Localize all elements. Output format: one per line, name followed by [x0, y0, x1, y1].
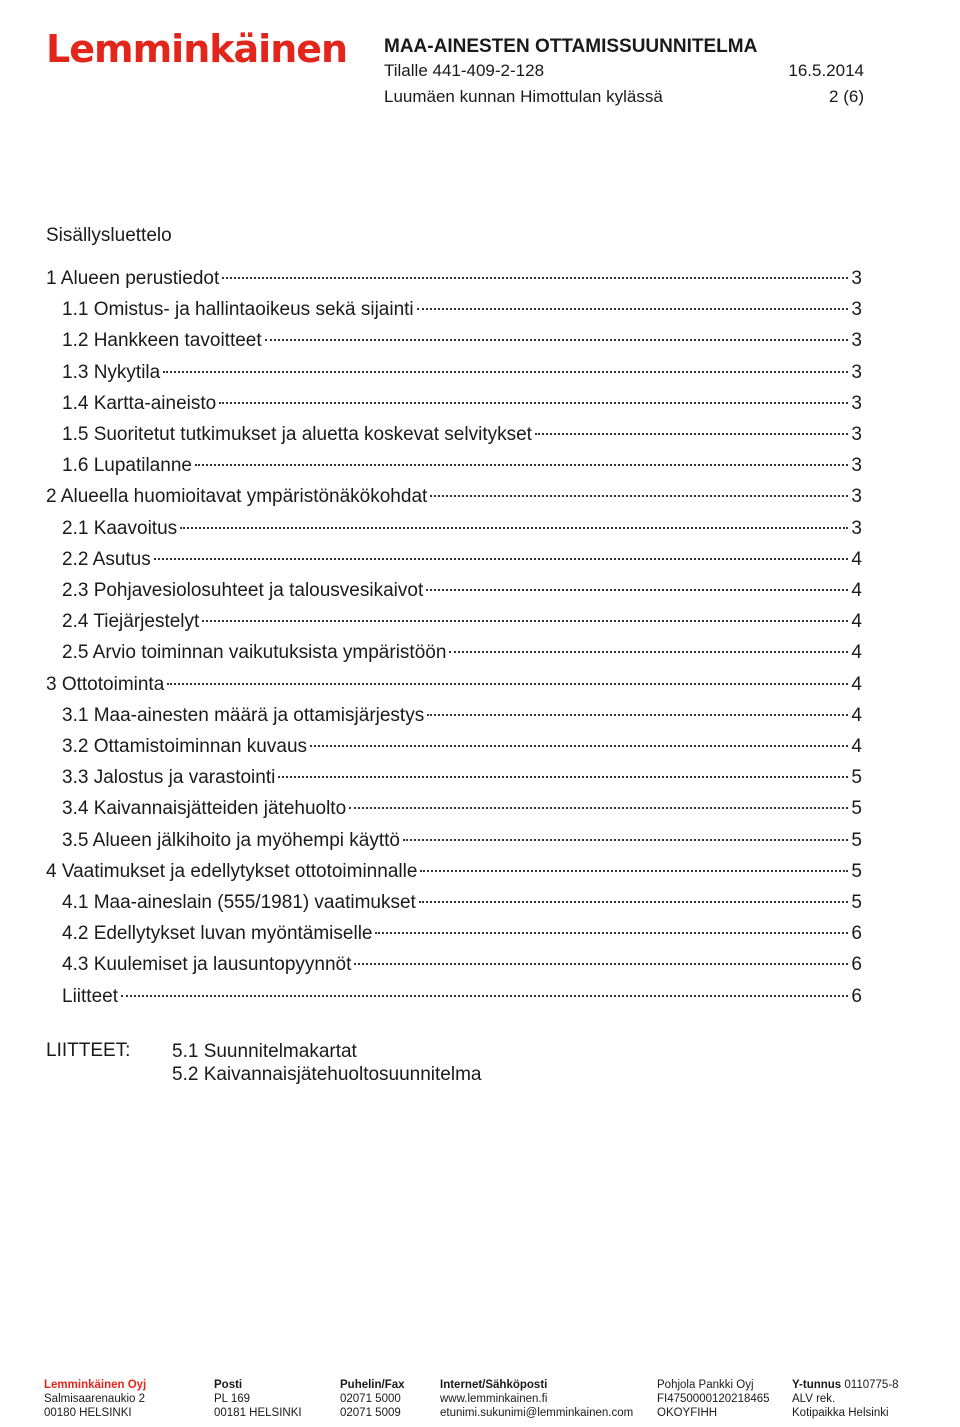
location: Luumäen kunnan Himottulan kylässä [384, 87, 663, 106]
toc-entry-page: 3 [851, 299, 862, 321]
toc-entry-page: 3 [851, 517, 862, 539]
toc-entry-page: 4 [851, 642, 862, 664]
toc-dot-leader [349, 807, 848, 809]
toc-entry-title: 4.1 Maa-aineslain (555/1981) vaatimukset [62, 892, 416, 913]
footer-business-id-label: Y-tunnus [792, 1379, 842, 1391]
toc-entry [62, 297, 862, 323]
toc-entry-page: 4 [851, 611, 862, 633]
toc-dot-leader [427, 714, 848, 716]
toc-entry-page: 3 [851, 455, 862, 477]
toc-entry [46, 484, 862, 510]
footer-bank [657, 1378, 770, 1420]
toc-entry-page: 3 [851, 361, 862, 383]
toc-entry-title: 3.3 Jalostus ja varastointi [62, 767, 276, 789]
attachments-label: LIITTEET: [46, 1040, 131, 1061]
toc-entry-title: Liitteet [62, 985, 118, 1007]
footer-fax-number: 02071 5009 [340, 1407, 401, 1419]
toc-entry [62, 360, 862, 386]
toc-entry-page: 3 [851, 330, 862, 352]
header-line-2 [384, 87, 864, 107]
footer-internet [440, 1378, 633, 1420]
toc-entry-title: 2.5 Arvio toiminnan vaikutuksista ympäristöön [62, 642, 447, 664]
toc-heading: Sisällysluettelo [46, 225, 172, 246]
attachments-list [172, 1040, 482, 1086]
toc-dot-leader [154, 558, 849, 560]
toc-entry-title: 4.3 Kuulemiset ja lausuntopyynnöt [62, 954, 352, 976]
toc-entry [62, 516, 862, 542]
toc-entry [62, 765, 862, 791]
toc-entry-page: 5 [851, 829, 862, 851]
toc-dot-leader [310, 745, 848, 747]
attachment-item: 5.1 Suunnitelmakartat [172, 1041, 357, 1062]
toc-entry-page: 4 [851, 704, 862, 726]
footer-business-id [792, 1378, 899, 1420]
footer-city: 00180 HELSINKI [44, 1407, 132, 1419]
toc-entry-title: 1.1 Omistus- ja hallintaoikeus sekä sijainti [62, 299, 414, 321]
toc-entry-page: 4 [851, 548, 862, 570]
footer-company-name: Lemminkäinen Oyj [44, 1379, 147, 1391]
toc-entry [62, 921, 862, 947]
document-title: MAA-AINESTEN OTTAMISSUUNNITELMA [384, 36, 758, 57]
toc-entry [62, 952, 862, 978]
toc-entry [62, 796, 862, 822]
toc-dot-leader [449, 651, 848, 653]
toc-dot-leader [403, 839, 848, 841]
toc-dot-leader [202, 620, 848, 622]
page-number: 2 (6) [829, 87, 864, 106]
toc-dot-leader [265, 339, 849, 341]
footer-post-label: Posti [214, 1379, 243, 1391]
toc-entry-page: 3 [851, 486, 862, 508]
footer-bic: OKOYFIHH [657, 1407, 718, 1419]
toc-dot-leader [222, 277, 848, 279]
toc-entry-page: 4 [851, 673, 862, 695]
toc-dot-leader [180, 527, 848, 529]
toc-entry [62, 703, 862, 729]
footer-website: www.lemminkainen.fi [440, 1393, 548, 1405]
toc-entry [62, 578, 862, 604]
toc-dot-leader [535, 433, 848, 435]
toc-entry [46, 266, 862, 292]
toc-entry [62, 391, 862, 417]
toc-entry-title: 3.5 Alueen jälkihoito ja myöhempi käyttö [62, 829, 400, 851]
footer-business-id-value: 0110775-8 [844, 1379, 899, 1391]
toc-entry [62, 328, 862, 354]
toc-entry-title: 1 Alueen perustiedot [46, 268, 220, 289]
toc-entry-title: 3.2 Ottamistoiminnan kuvaus [62, 736, 308, 757]
toc-entry-title: 3.1 Maa-ainesten määrä ja ottamisjärjestys [62, 704, 425, 726]
toc-entry-title: 1.4 Kartta-aineisto [62, 392, 217, 414]
toc-entry [62, 984, 862, 1010]
footer-phone [340, 1378, 405, 1420]
toc-dot-leader [426, 589, 848, 591]
toc-dot-leader [278, 776, 848, 778]
toc-entry-page: 5 [851, 798, 862, 820]
toc-entry [62, 453, 862, 479]
toc-entry-page: 3 [851, 392, 862, 414]
footer-phone-label: Puhelin/Fax [340, 1379, 405, 1391]
footer-street: Salmisaarenaukio 2 [44, 1393, 146, 1405]
toc-entry [62, 609, 862, 635]
footer-post-box: PL 169 [214, 1393, 251, 1405]
attachment-item: 5.2 Kaivannaisjätehuoltosuunnitelma [172, 1064, 482, 1085]
toc-dot-leader [375, 932, 848, 934]
toc-entry-page: 6 [851, 985, 862, 1007]
footer-company [44, 1378, 146, 1420]
toc-entry-title: 1.5 Suoritetut tutkimukset ja aluetta koskevat selvitykset [62, 424, 532, 445]
toc-dot-leader [121, 995, 848, 997]
toc-entry-page: 5 [851, 860, 862, 882]
toc-dot-leader [167, 683, 848, 685]
toc-entry-title: 2.4 Tiejärjestelyt [62, 611, 200, 633]
toc-entry-title: 1.2 Hankkeen tavoitteet [62, 330, 262, 352]
toc-entry [46, 672, 862, 698]
toc-dot-leader [420, 870, 848, 872]
toc-entry-title: 2 Alueella huomioitavat ympäristönäkökohdat [46, 486, 428, 508]
footer-email: etunimi.sukunimi@lemminkainen.com [440, 1407, 634, 1419]
document-date: 16.5.2014 [788, 61, 864, 80]
toc-entry-title: 2.3 Pohjavesiolosuhteet ja talousvesikaivot [62, 580, 424, 601]
toc-entry [62, 640, 862, 666]
toc-entry [62, 828, 862, 854]
toc-dot-leader [354, 963, 848, 965]
toc-entry-title: 1.6 Lupatilanne [62, 455, 192, 477]
toc-entry-title: 4.2 Edellytykset luvan myöntämiselle [62, 923, 373, 945]
header-line-1 [384, 61, 864, 81]
toc-entry [62, 547, 862, 573]
toc-entry-title: 1.3 Nykytila [62, 361, 161, 383]
toc-entry-page: 5 [851, 767, 862, 789]
toc-entry-title: 4 Vaatimukset ja edellytykset ottotoiminnalle [46, 860, 418, 882]
toc-entry-title: 3 Ottotoiminta [46, 673, 165, 695]
toc-dot-leader [419, 901, 849, 903]
toc-dot-leader [430, 495, 848, 497]
toc-entry-page: 4 [851, 580, 862, 601]
toc-entry [62, 890, 862, 916]
footer-domicile: Kotipaikka Helsinki [792, 1407, 889, 1419]
property-id: Tilalle 441-409-2-128 [384, 61, 545, 80]
toc-dot-leader [417, 308, 849, 310]
footer-iban: FI4750000120218465 [657, 1393, 770, 1405]
toc-dot-leader [195, 464, 848, 466]
toc-entry-title: 2.2 Asutus [62, 548, 151, 570]
toc-entry-title: 3.4 Kaivannaisjätteiden jätehuolto [62, 798, 347, 820]
footer-phone-number: 02071 5000 [340, 1393, 401, 1405]
toc-dot-leader [219, 402, 848, 404]
footer-internet-label: Internet/Sähköposti [440, 1379, 548, 1391]
toc-entry-page: 3 [851, 268, 862, 289]
company-logo: Lemminkäinen [46, 27, 348, 71]
toc-entry [46, 859, 862, 885]
footer-post [214, 1378, 302, 1420]
toc-entry-page: 4 [851, 736, 862, 757]
toc-entry-page: 3 [851, 424, 862, 445]
toc-entry-title: 2.1 Kaavoitus [62, 517, 178, 539]
toc-entry [62, 734, 862, 760]
footer-post-city: 00181 HELSINKI [214, 1407, 302, 1419]
footer-bank-name: Pohjola Pankki Oyj [657, 1379, 754, 1391]
toc-entry-page: 6 [851, 954, 862, 976]
toc-entry-page: 6 [851, 923, 862, 945]
footer-vat: ALV rek. [792, 1393, 836, 1405]
toc-entry [62, 422, 862, 448]
toc-dot-leader [163, 371, 848, 373]
toc-entry-page: 5 [851, 892, 862, 913]
